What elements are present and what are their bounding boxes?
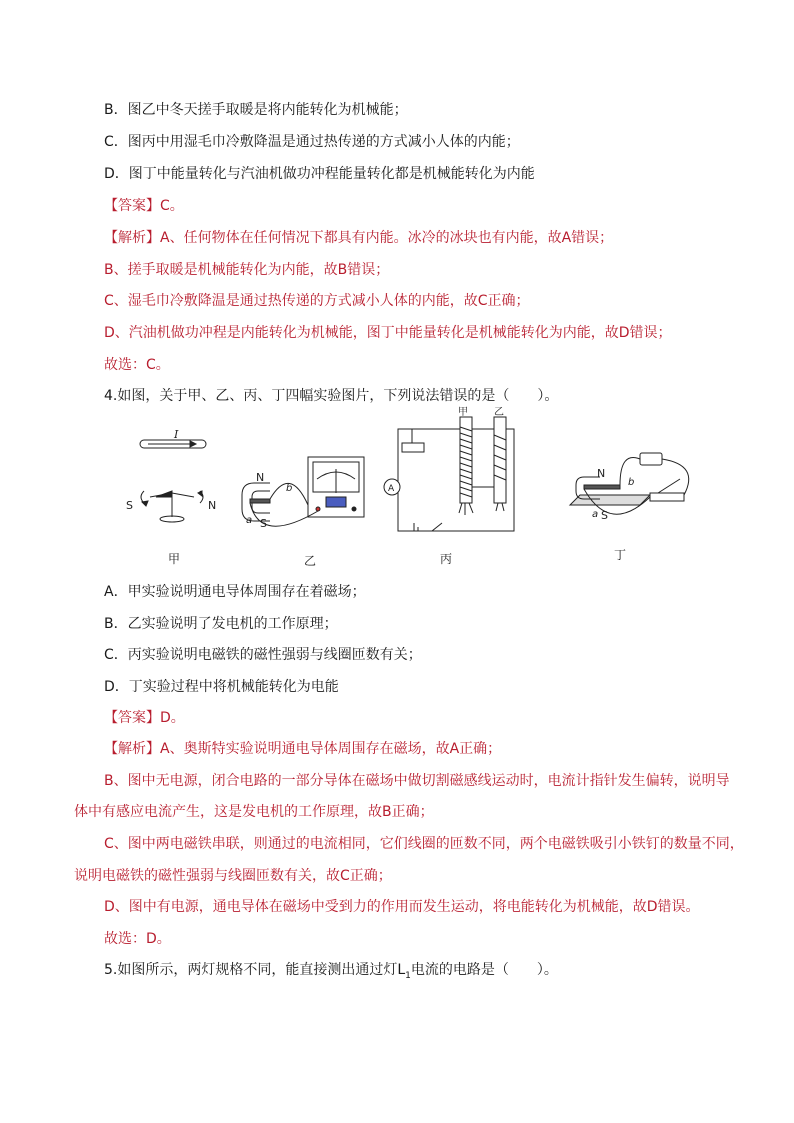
caption-ding: 丁 [614, 548, 627, 562]
analysis-text: A、任何物体在任何情况下都具有内能。冰冷的冰块也有内能，故A错误； [160, 230, 614, 246]
caption-bing: 丙 [440, 552, 453, 566]
q5-stem-post: 电流的电路是（ ）。 [410, 962, 558, 978]
q4-option-b: B．乙实验说明了发电机的工作原理； [104, 616, 338, 632]
q4-stem: 4.如图，关于甲、乙、丙、丁四幅实验图片，下列说法错误的是（ ）。 [104, 388, 559, 404]
figure-bing [384, 417, 514, 531]
label-current: I [174, 428, 179, 441]
q3-analysis-b: B、搓手取暖是机械能转化为内能，故B错误； [104, 262, 390, 278]
q3-option-b: B．图乙中冬天搓手取暖是将内能转化为机械能； [104, 102, 408, 118]
q4-option-c: C．丙实验说明电磁铁的磁性强弱与线圈匝数有关； [104, 647, 422, 663]
figure-yi [242, 457, 364, 526]
figure-jia [140, 440, 206, 522]
q4-analysis-c-line2: 说明电磁铁的磁性强弱与线圈匝数有关，故C正确； [74, 868, 392, 884]
q4-analysis-d: D、图中有电源，通电导体在磁场中受到力的作用而发生运动，将电能转化为机械能，故D错误。 [104, 899, 700, 915]
ding-rod [584, 485, 620, 489]
label-n-jia: N [208, 499, 217, 512]
caption-yi: 乙 [304, 554, 317, 568]
q5-stem-pre: 5.如图所示，两灯规格不同，能直接测出通过灯L [104, 962, 406, 978]
answer-tag: 【答案】 [104, 710, 160, 726]
q3-analysis-d: D、汽油机做功冲程是内能转化为机械能，图丁中能量转化是机械能转化为内能，故D错误； [104, 325, 672, 341]
label-yi-bing: 乙 [494, 407, 504, 418]
label-ammeter: A [388, 484, 395, 494]
label-n-ding: N [597, 467, 606, 480]
rotation-left [141, 491, 144, 503]
q4-analysis-c-line1: C、图中两电磁铁串联，则通过的电流相同，它们线圈的匝数不同，两个电磁铁吸引小铁钉的数量不同， [104, 836, 744, 852]
galvanometer-magnet [326, 497, 346, 507]
conductor-ab [250, 499, 270, 503]
q4-analysis-b-line2: 体中有感应电流产生，这是发电机的工作原理，故B正确； [74, 804, 434, 820]
q4-option-d: D．丁实验过程中将机械能转化为电能 [104, 679, 339, 695]
label-jia-bing: 甲 [458, 407, 468, 418]
q3-option-c: C．图丙中用湿毛巾冷敷降温是通过热传递的方式减小人体的内能； [104, 134, 520, 150]
rheostat [402, 443, 424, 452]
q4-figure [110, 405, 710, 570]
label-a-ding: a [592, 509, 599, 520]
q4-analysis-a [104, 740, 501, 758]
label-s-jia: S [126, 499, 133, 512]
tacks-jia [459, 503, 473, 515]
ding-switch-lever [658, 479, 680, 493]
label-b-ding: b [628, 477, 635, 488]
q5-stem-subscript: 1 [405, 970, 411, 981]
analysis-text: A、奥斯特实验说明通电导体周围存在磁场，故A正确； [160, 741, 502, 757]
tacks-yi [496, 503, 504, 511]
ding-wire-2 [662, 459, 689, 495]
ding-switch-base [650, 493, 684, 501]
label-s-ding: S [601, 509, 608, 522]
caption-jia: 甲 [168, 552, 181, 566]
q4-option-a: A．甲实验说明通电导体周围存在着磁场； [104, 584, 366, 600]
nail-yi [494, 417, 506, 503]
base-board [570, 495, 650, 505]
q3-answer [104, 197, 184, 215]
analysis-tag: 【解析】 [104, 230, 160, 246]
answer-value: D。 [160, 710, 185, 726]
q4-analysis-b-line1: B、图中无电源，闭合电路的一部分导体在磁场中做切割磁感线运动时，电流计指针发生偏转，说明导 [104, 773, 730, 789]
rot-arrow-r [198, 491, 202, 496]
label-b-yi: b [286, 483, 293, 494]
q4-choose: 故选：D。 [104, 931, 171, 947]
terminal-red [316, 507, 320, 511]
label-a-yi: a [246, 515, 253, 526]
switch-lever [432, 523, 442, 531]
q4-answer [104, 709, 185, 727]
q3-option-d: D．图丁中能量转化与汽油机做功冲程能量转化都是机械能转化为内能 [104, 166, 535, 182]
analysis-tag: 【解析】 [104, 741, 160, 757]
arrow-head [190, 441, 196, 447]
rot-arrow-l [142, 501, 148, 506]
q3-choose: 故选：C。 [104, 357, 170, 373]
answer-tag: 【答案】 [104, 198, 160, 214]
q3-analysis-a [104, 229, 613, 247]
terminal-black [352, 507, 356, 511]
answer-value: C。 [160, 198, 184, 214]
q3-analysis-c: C、湿毛巾冷敷降温是通过热传递的方式减小人体的内能，故C正确； [104, 293, 530, 309]
q5-stem [104, 961, 558, 985]
label-n-yi: N [256, 471, 265, 484]
needle-tip [156, 491, 172, 497]
label-s-yi: S [260, 517, 267, 530]
ding-battery [640, 453, 662, 465]
